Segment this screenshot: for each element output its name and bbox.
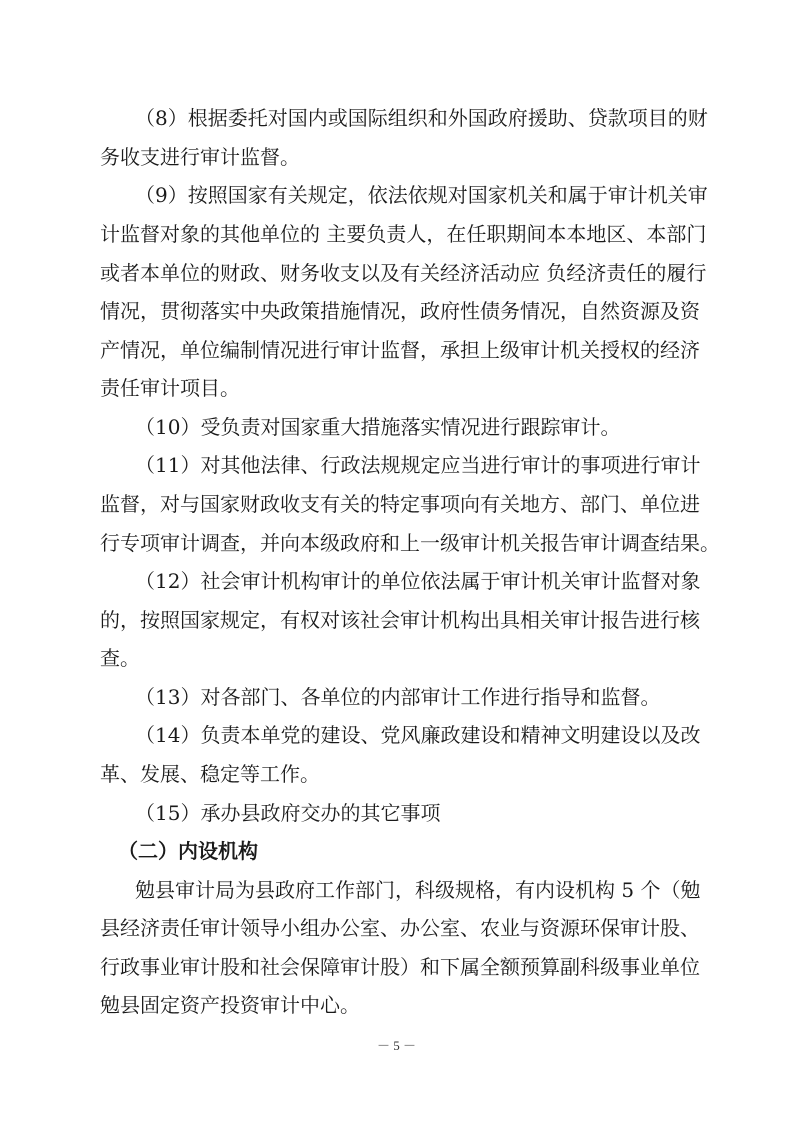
paragraph-9-line-2: 计监督对象的其他单位的 主要负责人，在任职期间本本地区、本部门 bbox=[100, 222, 707, 246]
section-body-line-4: 勉县固定资产投资审计中心。 bbox=[100, 993, 360, 1017]
paragraph-14-line-2: 革、发展、稳定等工作。 bbox=[100, 762, 320, 786]
paragraph-13: （13）对各部门、各单位的内部审计工作进行指导和监督。 bbox=[135, 685, 661, 709]
paragraph-11-line-3: 行专项审计调查，并向本级政府和上一级审计机关报告审计调查结果。 bbox=[100, 531, 720, 555]
section-body-line-1: 勉县审计局为县政府工作部门，科级规格，有内设机构 5 个（勉 bbox=[135, 878, 701, 902]
paragraph-9-line-6: 责任审计项目。 bbox=[100, 376, 240, 400]
paragraph-9-line-3: 或者本单位的财政、财务收支以及有关经济活动应 负经济责任的履行 bbox=[100, 261, 707, 285]
paragraph-9-line-5: 产情况，单位编制情况进行审计监督，承担上级审计机关授权的经济 bbox=[100, 338, 700, 362]
section-body-line-2: 县经济责任审计领导小组办公室、办公室、农业与资源环保审计股、 bbox=[100, 916, 700, 940]
paragraph-8-line-2: 务收支进行审计监督。 bbox=[100, 145, 300, 169]
paragraph-11-line-1: （11）对其他法律、行政法规规定应当进行审计的事项进行审计 bbox=[135, 453, 701, 477]
paragraph-12-line-1: （12）社会审计机构审计的单位依法属于审计机关审计监督对象 bbox=[135, 569, 701, 593]
section-heading: （二）内设机构 bbox=[118, 839, 258, 863]
paragraph-8-line-1: （8）根据委托对国内或国际组织和外国政府援助、贷款项目的财 bbox=[135, 106, 708, 130]
paragraph-11-line-2: 监督，对与国家财政收支有关的特定事项向有关地方、部门、单位进 bbox=[100, 492, 700, 516]
paragraph-10: （10）受负责对国家重大措施落实情况进行跟踪审计。 bbox=[135, 415, 621, 439]
section-body-line-3: 行政事业审计股和社会保障审计股）和下属全额预算副科级事业单位 bbox=[100, 955, 700, 979]
paragraph-15: （15）承办县政府交办的其它事项 bbox=[135, 801, 441, 825]
paragraph-9-line-4: 情况，贯彻落实中央政策措施情况，政府性债务情况，自然资源及资 bbox=[100, 299, 700, 323]
paragraph-12-line-3: 查。 bbox=[100, 646, 140, 670]
paragraph-14-line-1: （14）负责本单党的建设、党风廉政建设和精神文明建设以及改 bbox=[135, 723, 701, 747]
paragraph-9-line-1: （9）按照国家有关规定，依法依规对国家机关和属于审计机关审 bbox=[135, 183, 708, 207]
paragraph-12-line-2: 的，按照国家规定，有权对该社会审计机构出具相关审计报告进行核 bbox=[100, 608, 700, 632]
page-number: － 5 － bbox=[376, 1038, 416, 1053]
